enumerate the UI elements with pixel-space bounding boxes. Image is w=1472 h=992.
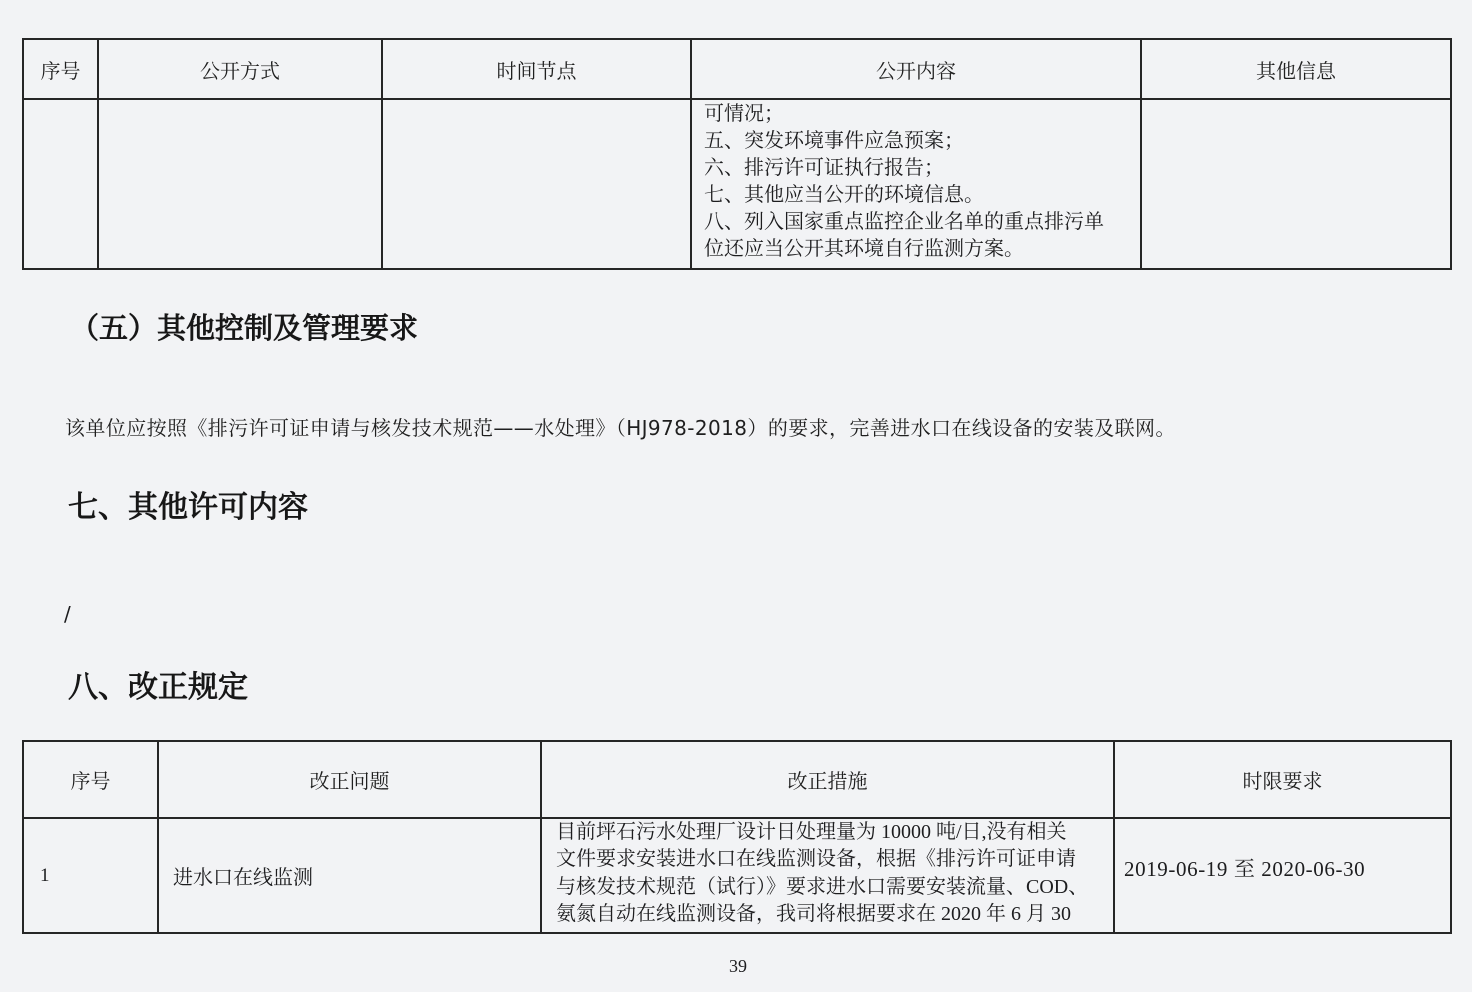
table-row <box>23 99 1451 269</box>
content-line: 可情况； <box>704 101 784 125</box>
header-measures: 改正措施 <box>541 741 1114 818</box>
cell-time <box>382 99 691 269</box>
correction-table <box>22 740 1452 934</box>
cell-no: 1 <box>23 818 158 933</box>
header-no: 序号 <box>23 39 98 99</box>
section-7-heading: 七、其他许可内容 <box>68 490 308 525</box>
section-5-heading: （五）其他控制及管理要求 <box>70 311 419 345</box>
section-7-content: / <box>64 602 71 626</box>
cell-other <box>1141 99 1451 269</box>
page-number: 39 <box>729 956 747 976</box>
measures-line: 氨氮自动在线监测设备，我司将根据要求在 2020 年 6 月 30 <box>556 902 1071 925</box>
cell-content <box>691 99 1141 269</box>
header-deadline: 时限要求 <box>1114 741 1451 818</box>
content-line: 七、其他应当公开的环境信息。 <box>704 182 984 206</box>
header-content: 公开内容 <box>691 39 1141 99</box>
header-no: 序号 <box>23 741 158 818</box>
measures-line: 与核发技术规范（试行）》要求进水口需要安装流量、COD、 <box>556 875 1089 898</box>
content-line: 六、排污许可证执行报告； <box>704 155 944 179</box>
disclosure-table <box>22 38 1452 270</box>
table-row <box>23 818 1451 933</box>
measures-line: 文件要求安装进水口在线监测设备，根据《排污许可证申请 <box>556 848 1076 871</box>
cell-method <box>98 99 382 269</box>
measures-line: 目前坪石污水处理厂设计日处理量为 10000 吨/日,没有相关 <box>556 821 1067 843</box>
cell-issue: 进水口在线监测 <box>158 818 541 933</box>
header-time: 时间节点 <box>382 39 691 99</box>
content-line: 位还应当公开其环境自行监测方案。 <box>704 236 1024 260</box>
header-other: 其他信息 <box>1141 39 1451 99</box>
header-issue: 改正问题 <box>158 741 541 818</box>
cell-no <box>23 99 98 269</box>
content-line: 八、列入国家重点监控企业名单的重点排污单 <box>704 209 1104 233</box>
section-5-paragraph: 该单位应按照《排污许可证申请与核发技术规范——水处理》（HJ978-2018）的要求，完善进水口在线设备的安装及联网。 <box>65 416 1176 440</box>
section-8-heading: 八、改正规定 <box>68 670 248 705</box>
header-method: 公开方式 <box>98 39 382 99</box>
content-line: 五、突发环境事件应急预案； <box>704 128 964 152</box>
cell-measures <box>541 818 1114 933</box>
disclosure-table-header-row <box>23 39 1451 99</box>
correction-table-header-row <box>23 741 1451 818</box>
cell-deadline: 2019-06-19 至 2020-06-30 <box>1114 818 1451 933</box>
